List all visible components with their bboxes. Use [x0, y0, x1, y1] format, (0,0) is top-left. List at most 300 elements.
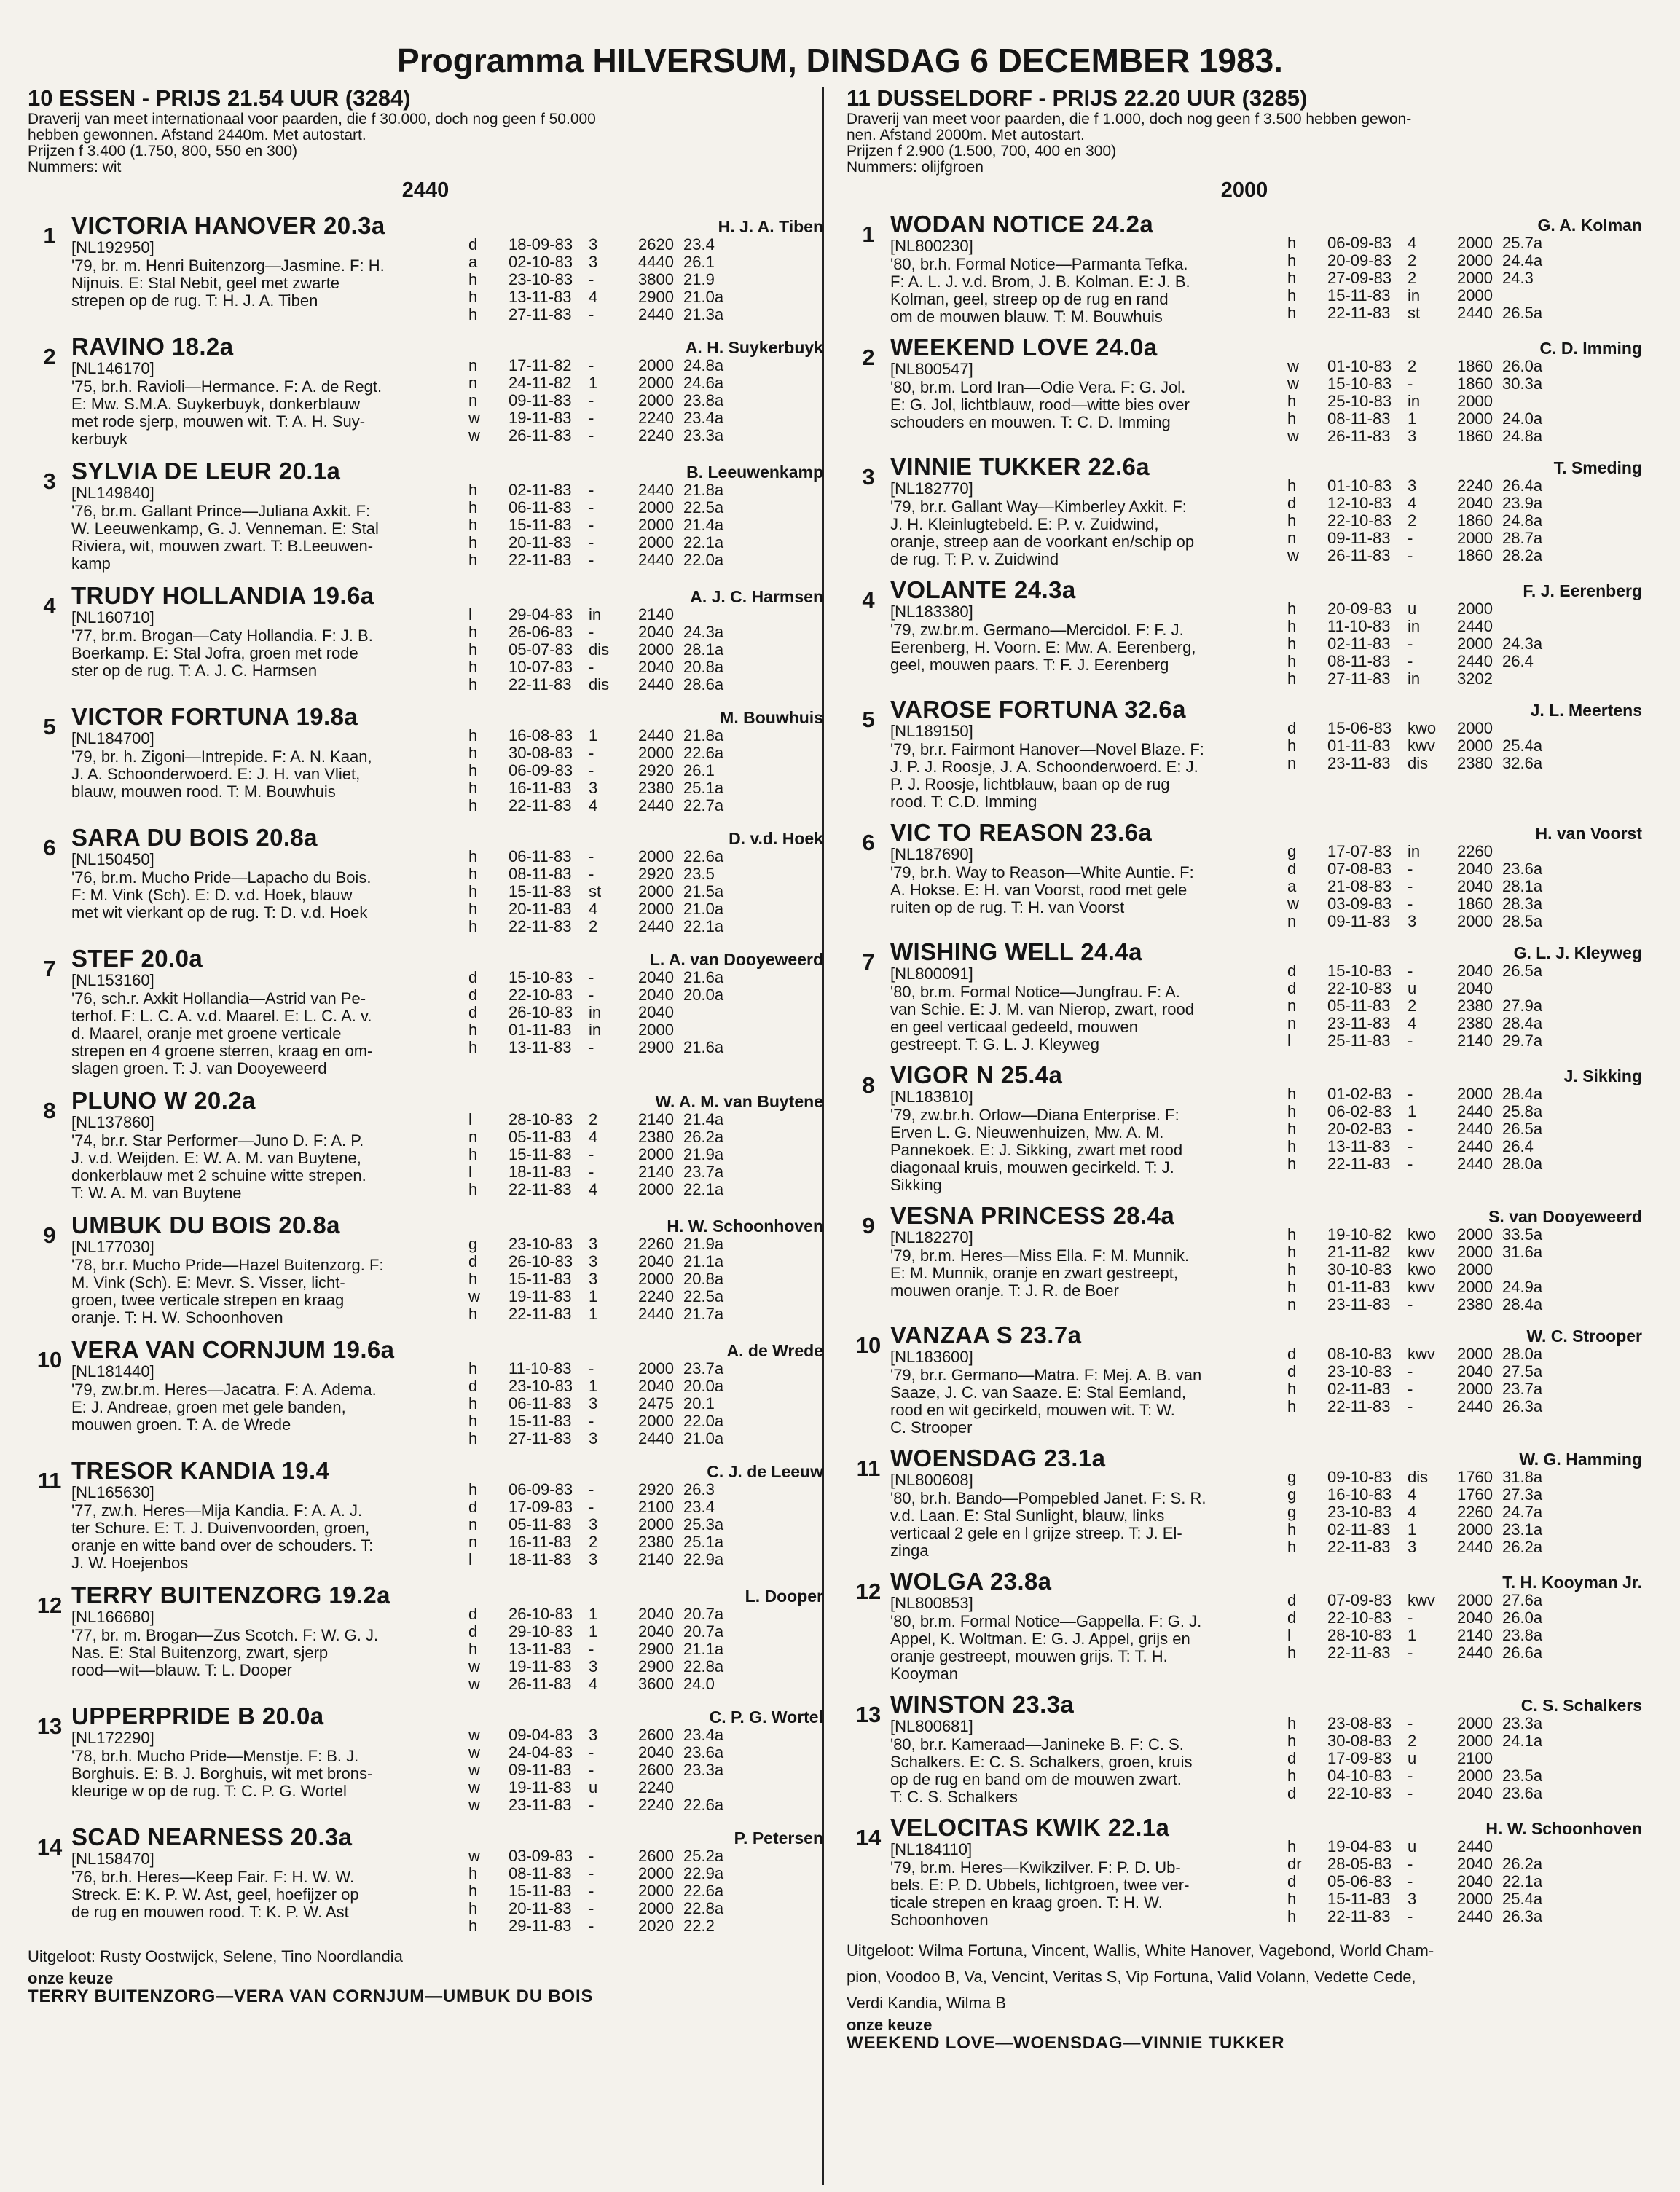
horse-description [71, 503, 468, 573]
recent-runs-table [1287, 477, 1642, 565]
run-date: 09-04-83 [509, 1726, 573, 1744]
run-row [1287, 410, 1642, 428]
run-track: d [1287, 494, 1297, 512]
horse-form [468, 1703, 823, 1814]
run-row [1287, 1469, 1642, 1486]
horse-name: UMBUK DU BOIS 20.8a [71, 1211, 340, 1238]
run-place: - [589, 1882, 594, 1900]
horse-description-line: ster op de rug. T: A. J. C. Harmsen [71, 661, 318, 680]
horse-info [71, 1582, 468, 1693]
run-track: h [1287, 1714, 1297, 1732]
horse-trainer: C. P. G. Wortel [709, 1708, 823, 1727]
run-row [468, 1288, 823, 1305]
run-row [468, 409, 823, 427]
run-place: kwv [1408, 1345, 1435, 1363]
run-row [468, 1004, 823, 1021]
run-track: h [468, 1038, 478, 1056]
run-track: a [468, 253, 478, 271]
run-time: 22.8a [683, 1899, 724, 1917]
horse-name: SYLVIA DE LEUR 20.1a [71, 457, 341, 484]
run-date: 03-09-83 [509, 1847, 573, 1865]
horse-number: 3 [862, 464, 875, 490]
run-time [1502, 1261, 1642, 1278]
run-track: d [1287, 1608, 1297, 1627]
run-date: 05-11-83 [509, 1128, 572, 1146]
run-place: 2 [1408, 511, 1417, 530]
run-date: 19-11-83 [509, 1778, 572, 1796]
run-time: 26.0a [1502, 1608, 1543, 1627]
run-distance: 2140 [1457, 1626, 1493, 1644]
run-time: 21.9 [683, 270, 715, 288]
run-distance: 2040 [1457, 962, 1493, 980]
run-row [468, 883, 823, 900]
run-row [468, 624, 823, 641]
run-place: - [589, 481, 594, 499]
run-track: d [1287, 1749, 1297, 1767]
run-row [468, 1395, 823, 1413]
horse-registration: [NL183380] [890, 602, 973, 621]
run-track: d [1287, 962, 1297, 980]
run-row [468, 374, 823, 392]
run-place: 4 [1408, 1485, 1417, 1504]
run-date: 20-09-83 [1327, 600, 1392, 618]
run-time: 28.4a [1502, 1295, 1543, 1313]
horse-trainer: C. D. Imming [1539, 339, 1642, 358]
run-row [468, 865, 823, 883]
horse-description [890, 1367, 1287, 1437]
run-track: h [468, 779, 478, 797]
run-place: - [589, 498, 594, 516]
run-time: 21.0a [683, 900, 724, 918]
horse-info [71, 334, 468, 448]
run-date: 18-11-83 [509, 1163, 572, 1181]
run-time: 23.6a [683, 1743, 724, 1761]
run-track: h [468, 1917, 478, 1935]
horse-info [890, 820, 1287, 930]
run-track: h [468, 288, 478, 306]
run-row [1287, 980, 1642, 997]
run-place: 1 [589, 374, 598, 392]
run-distance: 2440 [1457, 1120, 1493, 1138]
horse-name: PLUNO W 20.2a [71, 1087, 256, 1114]
run-row [468, 1606, 823, 1623]
run-time [1502, 670, 1642, 688]
run-row [1287, 1296, 1642, 1313]
run-time: 24.8a [683, 356, 724, 374]
run-track: h [468, 1021, 478, 1039]
run-distance: 2600 [638, 1726, 674, 1744]
run-place: - [1408, 1714, 1413, 1732]
run-date: 16-10-83 [1327, 1485, 1392, 1504]
horse-entry [28, 825, 823, 935]
run-row [468, 762, 823, 779]
horse-description-line: Streck. E: K. P. W. Ast, geel, hoefijzer op [71, 1885, 359, 1904]
horse-description-line: E: G. Jol, lichtblauw, rood—witte bies over [890, 396, 1190, 414]
run-time [1502, 287, 1642, 305]
horse-info [890, 211, 1287, 326]
run-track: a [1287, 877, 1297, 895]
run-row [1287, 878, 1642, 895]
recent-runs-table [468, 1360, 823, 1447]
horse-registration: [NL165630] [71, 1483, 154, 1501]
run-row [1287, 428, 1642, 445]
run-row [468, 1253, 823, 1270]
run-time: 20.0a [683, 986, 724, 1004]
horse-trainer: T. Smeding [1553, 458, 1642, 477]
run-date: 24-11-82 [509, 374, 572, 392]
run-track: w [468, 1778, 480, 1796]
run-time: 32.6a [1502, 754, 1543, 772]
horse-registration: [NL137860] [71, 1113, 154, 1131]
run-place: 3 [589, 1550, 598, 1568]
run-row [1287, 1244, 1642, 1261]
horse-description-line: '80, br.m. Lord Iran—Odie Vera. F: G. Jol. [890, 378, 1186, 396]
horse-name: WEEKEND LOVE 24.0a [890, 334, 1158, 361]
run-date: 29-11-83 [509, 1917, 572, 1935]
run-place: 1 [589, 1622, 598, 1641]
horse-description-line: blauw, mouwen rood. T: M. Bouwhuis [71, 782, 336, 801]
run-time: 22.9a [683, 1864, 724, 1882]
horse-name: WISHING WELL 24.4a [890, 938, 1142, 965]
run-row [468, 848, 823, 865]
run-distance: 2440 [1457, 1397, 1493, 1415]
horse-description [890, 1859, 1287, 1929]
run-time: 26.4 [1502, 1137, 1534, 1155]
horse-trainer: G. L. J. Kleyweg [1513, 943, 1642, 962]
run-track: h [1287, 511, 1297, 530]
run-distance: 2600 [638, 1761, 674, 1779]
race-condition-line: Draverij van meet internationaal voor paarden, die f 30.000, doch nog geen f 50.000 [28, 111, 596, 127]
horse-info [71, 1088, 468, 1202]
run-time: 21.5a [683, 882, 724, 900]
run-track: h [1287, 736, 1297, 755]
recent-runs-table [1287, 1346, 1642, 1415]
run-place: 1 [1408, 1520, 1417, 1539]
our-choice-label: onze keuze [847, 2016, 933, 2034]
horse-description-line: zinga [890, 1541, 929, 1560]
run-date: 23-10-83 [509, 1377, 573, 1395]
run-distance: 2000 [638, 640, 674, 659]
run-track: h [1287, 1907, 1297, 1925]
run-row [468, 1146, 823, 1163]
run-row [1287, 1873, 1642, 1890]
run-distance: 2000 [1457, 1085, 1493, 1103]
horse-description-line: '74, br.r. Star Performer—Juno D. F: A. P. [71, 1131, 364, 1150]
horse-name: WODAN NOTICE 24.2a [890, 211, 1154, 237]
run-row [1287, 755, 1642, 772]
run-distance: 2440 [638, 305, 674, 323]
run-distance: 2900 [638, 1657, 674, 1676]
horse-number: 10 [855, 1332, 882, 1358]
horse-description [890, 1107, 1287, 1194]
run-date: 06-11-83 [509, 847, 572, 865]
run-distance: 2380 [638, 1128, 674, 1146]
run-date: 17-09-83 [1327, 1749, 1392, 1767]
run-track: d [1287, 1784, 1297, 1802]
run-place: - [589, 968, 594, 986]
horse-number: 7 [862, 949, 875, 975]
run-track: h [468, 498, 478, 516]
horse-form [1287, 1568, 1642, 1683]
run-time: 22.6a [683, 1796, 724, 1814]
run-date: 20-02-83 [1327, 1120, 1392, 1138]
horse-entry [28, 704, 823, 814]
run-time: 26.4 [1502, 652, 1534, 670]
race-title: 10 ESSEN - PRIJS 21.54 UUR (3284) [28, 86, 411, 111]
horse-info [890, 1322, 1287, 1437]
run-row [468, 779, 823, 797]
horse-description [890, 256, 1287, 326]
run-track: h [1287, 234, 1297, 252]
run-track: h [1287, 269, 1297, 287]
run-track: h [468, 1429, 478, 1447]
run-track: w [468, 1796, 480, 1814]
run-row [1287, 600, 1642, 618]
horse-info [890, 1692, 1287, 1806]
horse-registration: [NL172290] [71, 1729, 154, 1747]
run-date: 17-11-82 [509, 356, 572, 374]
horse-description-line: gestreept. T: G. L. J. Kleyweg [890, 1035, 1099, 1053]
race-condition-line: nen. Afstand 2000m. Met autostart. [847, 127, 1085, 144]
run-time: 25.7a [1502, 234, 1543, 252]
run-time: 21.0a [683, 1429, 724, 1447]
horse-form [1287, 454, 1642, 568]
run-row [468, 254, 823, 271]
run-time [1502, 720, 1642, 737]
run-track: d [468, 1498, 478, 1516]
horse-description-line: om de mouwen blauw. T: M. Bouwhuis [890, 307, 1163, 326]
horse-registration: [NL158470] [71, 1850, 154, 1868]
run-date: 27-11-83 [1327, 669, 1391, 688]
horse-name: SARA DU BOIS 20.8a [71, 824, 318, 851]
run-date: 13-11-83 [509, 1038, 572, 1056]
horse-entry [847, 1692, 1642, 1806]
horse-entry [847, 334, 1642, 445]
run-row [468, 1128, 823, 1146]
run-track: d [468, 1377, 478, 1395]
run-track: h [468, 1145, 478, 1163]
horse-entry [28, 458, 823, 573]
run-time: 22.6a [683, 847, 724, 865]
horse-description-line: '78, br.h. Mucho Pride—Menstje. F: B. J. [71, 1747, 359, 1765]
run-row [468, 236, 823, 254]
horse-description-line: '78, br.r. Mucho Pride—Hazel Buitenzorg. F: [71, 1256, 384, 1274]
run-track: n [468, 1128, 478, 1146]
run-date: 15-10-83 [1327, 962, 1392, 980]
horse-description-line: '77, br. m. Brogan—Zus Scotch. F: W. G. J. [71, 1626, 379, 1644]
run-date: 04-10-83 [1327, 1767, 1392, 1785]
run-time: 24.3a [1502, 635, 1543, 653]
horse-description-line: Kooyman [890, 1665, 958, 1683]
run-time: 23.7a [1502, 1380, 1543, 1398]
run-date: 23-11-83 [1327, 1014, 1391, 1032]
horse-name: VICTOR FORTUNA 19.8a [71, 703, 358, 730]
horse-entry [847, 1568, 1642, 1683]
run-distance: 4440 [638, 253, 674, 271]
run-distance: 2620 [638, 235, 674, 254]
run-time: 21.8a [683, 726, 724, 745]
run-track: h [468, 640, 478, 659]
run-track: g [1287, 1485, 1297, 1504]
run-distance: 2000 [1457, 1345, 1493, 1363]
run-track: d [1287, 1591, 1297, 1609]
run-date: 19-11-83 [509, 1657, 572, 1676]
run-place: in [1408, 392, 1421, 410]
run-distance: 3600 [638, 1675, 674, 1693]
horse-description-line: J. P. J. Roosje, J. A. Schoonderwoerd. E: J. [890, 758, 1198, 776]
horse-number: 10 [36, 1347, 63, 1372]
run-place: in [1408, 669, 1421, 688]
run-track: w [468, 409, 480, 427]
horse-number: 1 [862, 221, 875, 247]
horse-trainer: W. G. Hamming [1519, 1450, 1642, 1469]
run-time: 22.0a [683, 1412, 724, 1430]
horse-description-line: '80, br.h. Bando—Pompebled Janet. F: S. R. [890, 1489, 1206, 1507]
run-date: 22-10-83 [1327, 511, 1392, 530]
horse-entry [847, 1322, 1642, 1437]
horse-description-line: rood en wit gecirkeld, mouwen wit. T: W. [890, 1401, 1175, 1419]
run-track: h [1287, 1225, 1297, 1244]
horse-description-line: '79, br.r. Gallant Way—Kimberley Axkit. F: [890, 498, 1187, 516]
run-time: 26.3 [683, 1480, 715, 1498]
run-date: 23-10-83 [509, 1235, 573, 1253]
horse-name: WINSTON 23.3a [890, 1691, 1075, 1718]
run-date: 01-10-83 [1327, 357, 1392, 375]
race-conditions [847, 111, 1642, 176]
horse-description-line: terhof. F: L. C. A. v.d. Maarel. E: L. C. A. v. [71, 1007, 372, 1025]
run-track: h [1287, 286, 1297, 305]
horse-form [468, 583, 823, 694]
run-date: 07-08-83 [1327, 860, 1392, 878]
run-distance: 2140 [638, 605, 674, 624]
run-date: 15-11-83 [1327, 1890, 1391, 1908]
horse-registration: [NL189150] [890, 722, 973, 740]
run-distance: 1860 [1457, 374, 1493, 393]
run-place: 3 [589, 779, 598, 797]
run-time: 24.0 [683, 1675, 715, 1693]
run-distance: 2000 [1457, 286, 1493, 305]
horse-form [1287, 1062, 1642, 1194]
horse-entry [28, 1337, 823, 1447]
run-track: h [468, 917, 478, 935]
run-time: 23.4 [683, 1498, 715, 1516]
horse-registration: [NL150450] [71, 850, 154, 868]
run-time: 26.2a [1502, 1538, 1543, 1556]
run-date: 15-11-83 [509, 1270, 572, 1288]
run-track: h [468, 1899, 478, 1917]
horse-trainer: D. v.d. Hoek [729, 829, 823, 848]
recent-runs-table [1287, 1838, 1642, 1925]
run-time: 23.3a [683, 1761, 724, 1779]
run-time: 23.5 [683, 865, 715, 883]
run-time: 24.9a [1502, 1278, 1543, 1296]
run-time: 21.9a [683, 1235, 724, 1253]
horse-description-line: '80, br.m. Formal Notice—Jungfrau. F: A. [890, 983, 1180, 1001]
run-time: 20.7a [683, 1605, 724, 1623]
run-date: 28-05-83 [1327, 1855, 1392, 1873]
run-date: 01-11-83 [1327, 1278, 1391, 1296]
run-row [1287, 1838, 1642, 1855]
run-distance: 1860 [1457, 511, 1493, 530]
horse-entry [847, 454, 1642, 568]
run-date: 15-10-83 [1327, 374, 1392, 393]
run-row [468, 1111, 823, 1128]
horse-registration: [NL149840] [71, 484, 154, 502]
run-time: 27.3a [1502, 1485, 1543, 1504]
run-distance: 2040 [638, 1252, 674, 1270]
run-place: 3 [589, 1235, 598, 1253]
run-place: - [1408, 529, 1413, 547]
run-date: 22-11-83 [1327, 1538, 1391, 1556]
run-time [1502, 843, 1642, 860]
run-place: - [589, 1163, 594, 1181]
horse-description [890, 1613, 1287, 1683]
horse-description [71, 990, 468, 1077]
run-track: n [1287, 529, 1297, 547]
run-row [1287, 1226, 1642, 1244]
run-date: 01-11-83 [509, 1021, 572, 1039]
run-row [1287, 1592, 1642, 1609]
run-date: 03-09-83 [1327, 895, 1392, 913]
run-distance: 2040 [638, 1003, 674, 1021]
run-distance: 2380 [1457, 1014, 1493, 1032]
run-place: in [1408, 842, 1421, 860]
run-place: 3 [589, 1394, 598, 1413]
horse-description-line: '76, sch.r. Axkit Hollandia—Astrid van Pe- [71, 989, 366, 1007]
run-track: h [1287, 669, 1297, 688]
run-row [468, 1270, 823, 1288]
horse-description-line: Riviera, wit, mouwen zwart. T: B.Leeuwen- [71, 537, 374, 555]
run-track: h [1287, 1538, 1297, 1556]
run-time: 33.5a [1502, 1225, 1543, 1244]
run-time: 24.0a [1502, 409, 1543, 428]
run-track: h [1287, 1643, 1297, 1662]
run-track: h [1287, 304, 1297, 322]
run-distance: 2000 [1457, 719, 1493, 737]
run-track: h [1287, 1732, 1297, 1750]
horse-form [468, 825, 823, 935]
run-distance: 2380 [1457, 997, 1493, 1015]
run-place: - [1408, 1380, 1413, 1398]
run-time: 23.5a [1502, 1767, 1543, 1785]
horse-description-line: P. J. Roosje, lichtblauw, baan op de rug [890, 775, 1170, 793]
run-date: 22-11-83 [509, 551, 572, 569]
run-place: - [589, 356, 594, 374]
horse-trainer: J. L. Meertens [1530, 701, 1642, 720]
horse-trainer: P. Petersen [734, 1828, 823, 1847]
run-distance: 2240 [1457, 476, 1493, 495]
drawn-out-line: Uitgeloot: Rusty Oostwijck, Selene, Tino Noordlandia [28, 1947, 403, 1965]
run-distance: 2000 [1457, 1591, 1493, 1609]
run-place: 3 [589, 1515, 598, 1533]
run-time: 23.4 [683, 235, 715, 254]
run-time: 22.1a [683, 1180, 724, 1198]
run-row [1287, 358, 1642, 375]
run-time: 20.0a [683, 1377, 724, 1395]
run-track: h [468, 1480, 478, 1498]
horse-info [890, 1815, 1287, 1929]
run-distance: 2000 [638, 1180, 674, 1198]
horse-registration: [NL146170] [71, 359, 154, 377]
run-row [1287, 962, 1642, 980]
run-track: h [468, 1640, 478, 1658]
run-place: - [1408, 1295, 1413, 1313]
run-date: 23-10-83 [1327, 1503, 1392, 1521]
run-time: 21.7a [683, 1305, 724, 1323]
horse-form [1287, 577, 1642, 688]
run-date: 18-11-83 [509, 1550, 572, 1568]
run-row [1287, 1890, 1642, 1908]
